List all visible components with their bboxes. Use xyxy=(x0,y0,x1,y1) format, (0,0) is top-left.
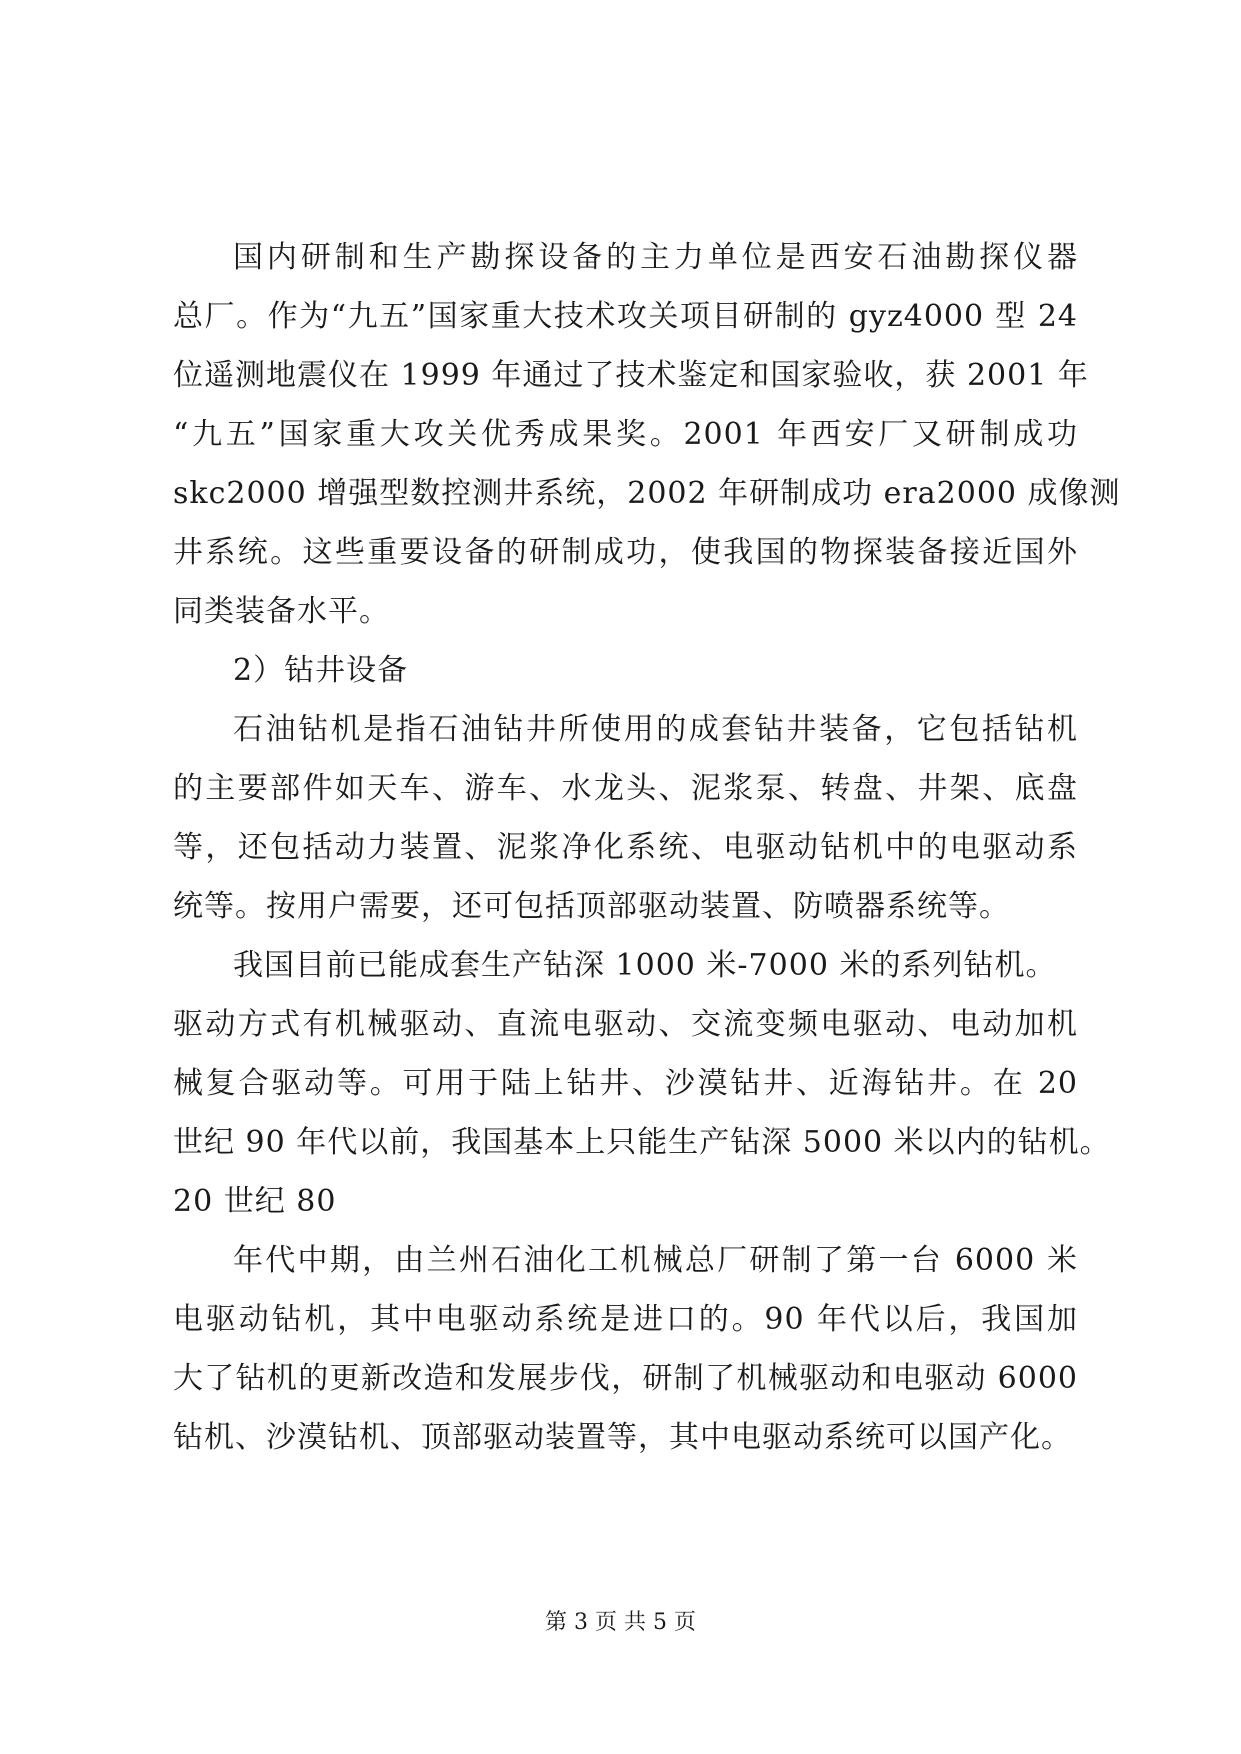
text-line: 年代中期，由兰州石油化工机械总厂研制了第一台 6000 米 xyxy=(233,1243,1078,1278)
text-line: 等，还包括动力装置、泥浆净化系统、电驱动钻机中的电驱动系 xyxy=(173,830,1078,865)
text-line: 的主要部件如天车、游车、水龙头、泥浆泵、转盘、井架、底盘 xyxy=(173,771,1078,806)
text-line: skc2000 增强型数控测井系统，2002 年研制成功 era2000 成像测 xyxy=(173,476,1121,511)
body-text xyxy=(173,228,1121,1467)
text-line: 井系统。这些重要设备的研制成功，使我国的物探装备接近国外 xyxy=(173,535,1078,570)
text-line: 械复合驱动等。可用于陆上钻井、沙漠钻井、近海钻井。在 20 xyxy=(173,1066,1078,1101)
text-line: 钻机、沙漠钻机、顶部驱动装置等，其中电驱动系统可以国产化。 xyxy=(173,1420,1072,1455)
page-footer: 第 3 页 共 5 页 xyxy=(545,1610,696,1635)
text-line: 驱动方式有机械驱动、直流电驱动、交流变频电驱动、电动加机 xyxy=(173,1007,1078,1042)
text-line: 我国目前已能成套生产钻深 1000 米-7000 米的系列钻机。 xyxy=(233,948,1057,983)
text-line: 电驱动钻机，其中电驱动系统是进口的。90 年代以后，我国加 xyxy=(173,1302,1078,1337)
text-line: 世纪 90 年代以前，我国基本上只能生产钻深 5000 米以内的钻机。 xyxy=(173,1125,1111,1160)
text-line: 位遥测地震仪在 1999 年通过了技术鉴定和国家验收，获 2001 年 xyxy=(173,358,1089,393)
text-line: 20 世纪 80 xyxy=(173,1184,337,1219)
section-heading: 2）钻井设备 xyxy=(233,653,409,688)
text-line: 国内研制和生产勘探设备的主力单位是西安石油勘探仪器 xyxy=(233,240,1078,275)
text-line: 统等。按用户需要，还可包括顶部驱动装置、防喷器系统等。 xyxy=(173,889,1010,924)
text-line: 大了钻机的更新改造和发展步伐，研制了机械驱动和电驱动 6000 xyxy=(173,1361,1078,1396)
text-line: 总厂。作为“九五”国家重大技术攻关项目研制的 gyz4000 型 24 xyxy=(173,299,1078,334)
text-line: “九五”国家重大攻关优秀成果奖。2001 年西安厂又研制成功 xyxy=(173,417,1078,452)
text-line: 同类装备水平。 xyxy=(173,594,390,629)
text-line: 石油钻机是指石油钻井所使用的成套钻井装备，它包括钻机 xyxy=(233,712,1078,747)
